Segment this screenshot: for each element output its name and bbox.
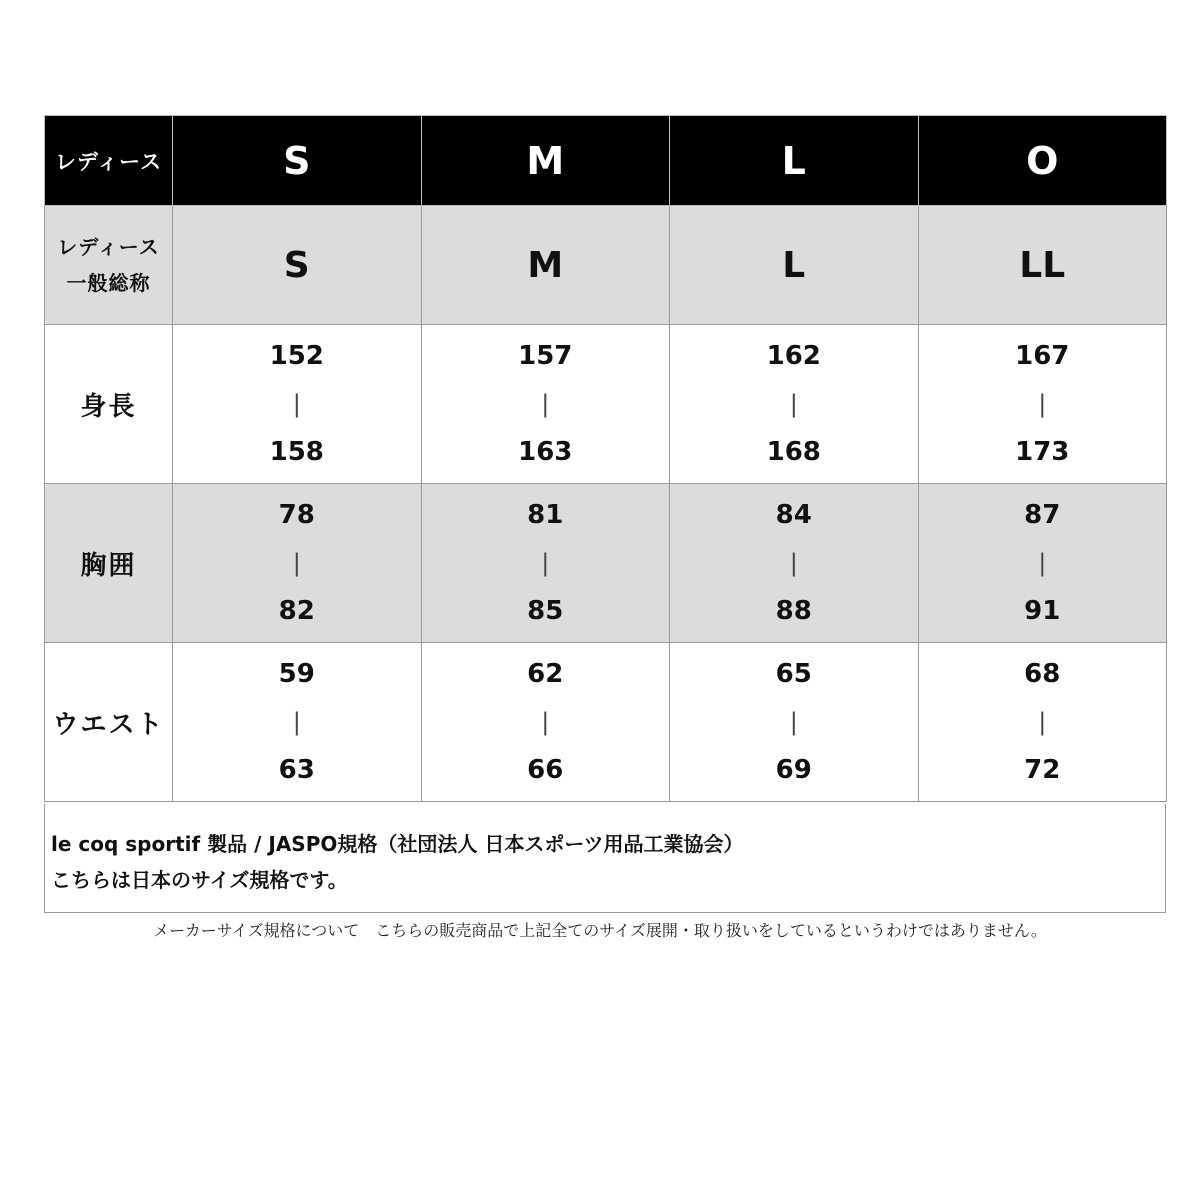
range-min: 68 bbox=[1024, 659, 1061, 689]
range-separator: | bbox=[789, 708, 798, 736]
range-separator: | bbox=[1038, 708, 1047, 736]
header-size-m: M bbox=[421, 116, 670, 206]
size-chart-table bbox=[44, 115, 1167, 802]
chest-range-cell bbox=[173, 484, 422, 643]
range-separator: | bbox=[541, 390, 550, 418]
chest-range-cell bbox=[421, 484, 670, 643]
range-min: 157 bbox=[518, 341, 573, 371]
height-range-cell bbox=[670, 325, 919, 484]
range-max: 168 bbox=[766, 437, 821, 467]
range-max: 72 bbox=[1024, 755, 1061, 785]
chest-range-cell bbox=[918, 484, 1167, 643]
range-max: 163 bbox=[518, 437, 573, 467]
waist-label: ウエスト bbox=[45, 643, 173, 802]
chest-row bbox=[45, 484, 1167, 643]
chest-range-cell bbox=[670, 484, 919, 643]
waist-range-cell bbox=[670, 643, 919, 802]
height-row bbox=[45, 325, 1167, 484]
range-max: 158 bbox=[269, 437, 324, 467]
range-min: 87 bbox=[1024, 500, 1061, 530]
range-max: 66 bbox=[527, 755, 564, 785]
range-min: 167 bbox=[1015, 341, 1070, 371]
range-separator: | bbox=[292, 390, 301, 418]
header-row bbox=[45, 116, 1167, 206]
range-min: 65 bbox=[775, 659, 812, 689]
waist-range-cell bbox=[421, 643, 670, 802]
range-separator: | bbox=[1038, 549, 1047, 577]
range-min: 62 bbox=[527, 659, 564, 689]
range-max: 88 bbox=[775, 596, 812, 626]
range-min: 152 bbox=[269, 341, 324, 371]
disclaimer-text: メーカーサイズ規格について こちらの販売商品で上記全てのサイズ展開・取り扱いをしているというわけではありません。 bbox=[153, 921, 1047, 940]
waist-range-cell bbox=[173, 643, 422, 802]
waist-range-cell bbox=[918, 643, 1167, 802]
general-size-m: M bbox=[421, 206, 670, 325]
japan-size-note: こちらは日本のサイズ規格です。 bbox=[51, 868, 348, 892]
general-size-row bbox=[45, 206, 1167, 325]
header-size-o: O bbox=[918, 116, 1167, 206]
general-size-s: S bbox=[173, 206, 422, 325]
range-max: 82 bbox=[278, 596, 315, 626]
height-range-cell bbox=[918, 325, 1167, 484]
header-label: レディース bbox=[45, 116, 173, 206]
range-min: 84 bbox=[775, 500, 812, 530]
height-label: 身長 bbox=[45, 325, 173, 484]
range-separator: | bbox=[789, 549, 798, 577]
range-min: 81 bbox=[527, 500, 564, 530]
general-size-label bbox=[45, 206, 173, 325]
standards-note-box bbox=[44, 804, 1166, 913]
range-max: 173 bbox=[1015, 437, 1070, 467]
height-range-cell bbox=[421, 325, 670, 484]
general-size-ll: LL bbox=[918, 206, 1167, 325]
range-max: 69 bbox=[775, 755, 812, 785]
general-label-line1: レディース bbox=[57, 235, 160, 259]
range-max: 85 bbox=[527, 596, 564, 626]
general-size-l: L bbox=[670, 206, 919, 325]
range-separator: | bbox=[789, 390, 798, 418]
range-separator: | bbox=[1038, 390, 1047, 418]
range-separator: | bbox=[541, 708, 550, 736]
range-separator: | bbox=[541, 549, 550, 577]
range-min: 78 bbox=[278, 500, 315, 530]
range-max: 91 bbox=[1024, 596, 1061, 626]
height-range-cell bbox=[173, 325, 422, 484]
standards-note: le coq sportif 製品 / JASPO規格（社団法人 日本スポーツ用品工業協会） bbox=[51, 832, 744, 856]
header-size-s: S bbox=[173, 116, 422, 206]
waist-row bbox=[45, 643, 1167, 802]
range-min: 162 bbox=[766, 341, 821, 371]
general-label-line2: 一般総称 bbox=[66, 271, 151, 295]
chest-label: 胸囲 bbox=[45, 484, 173, 643]
range-max: 63 bbox=[278, 755, 315, 785]
header-size-l: L bbox=[670, 116, 919, 206]
range-separator: | bbox=[292, 549, 301, 577]
range-separator: | bbox=[292, 708, 301, 736]
range-min: 59 bbox=[278, 659, 315, 689]
